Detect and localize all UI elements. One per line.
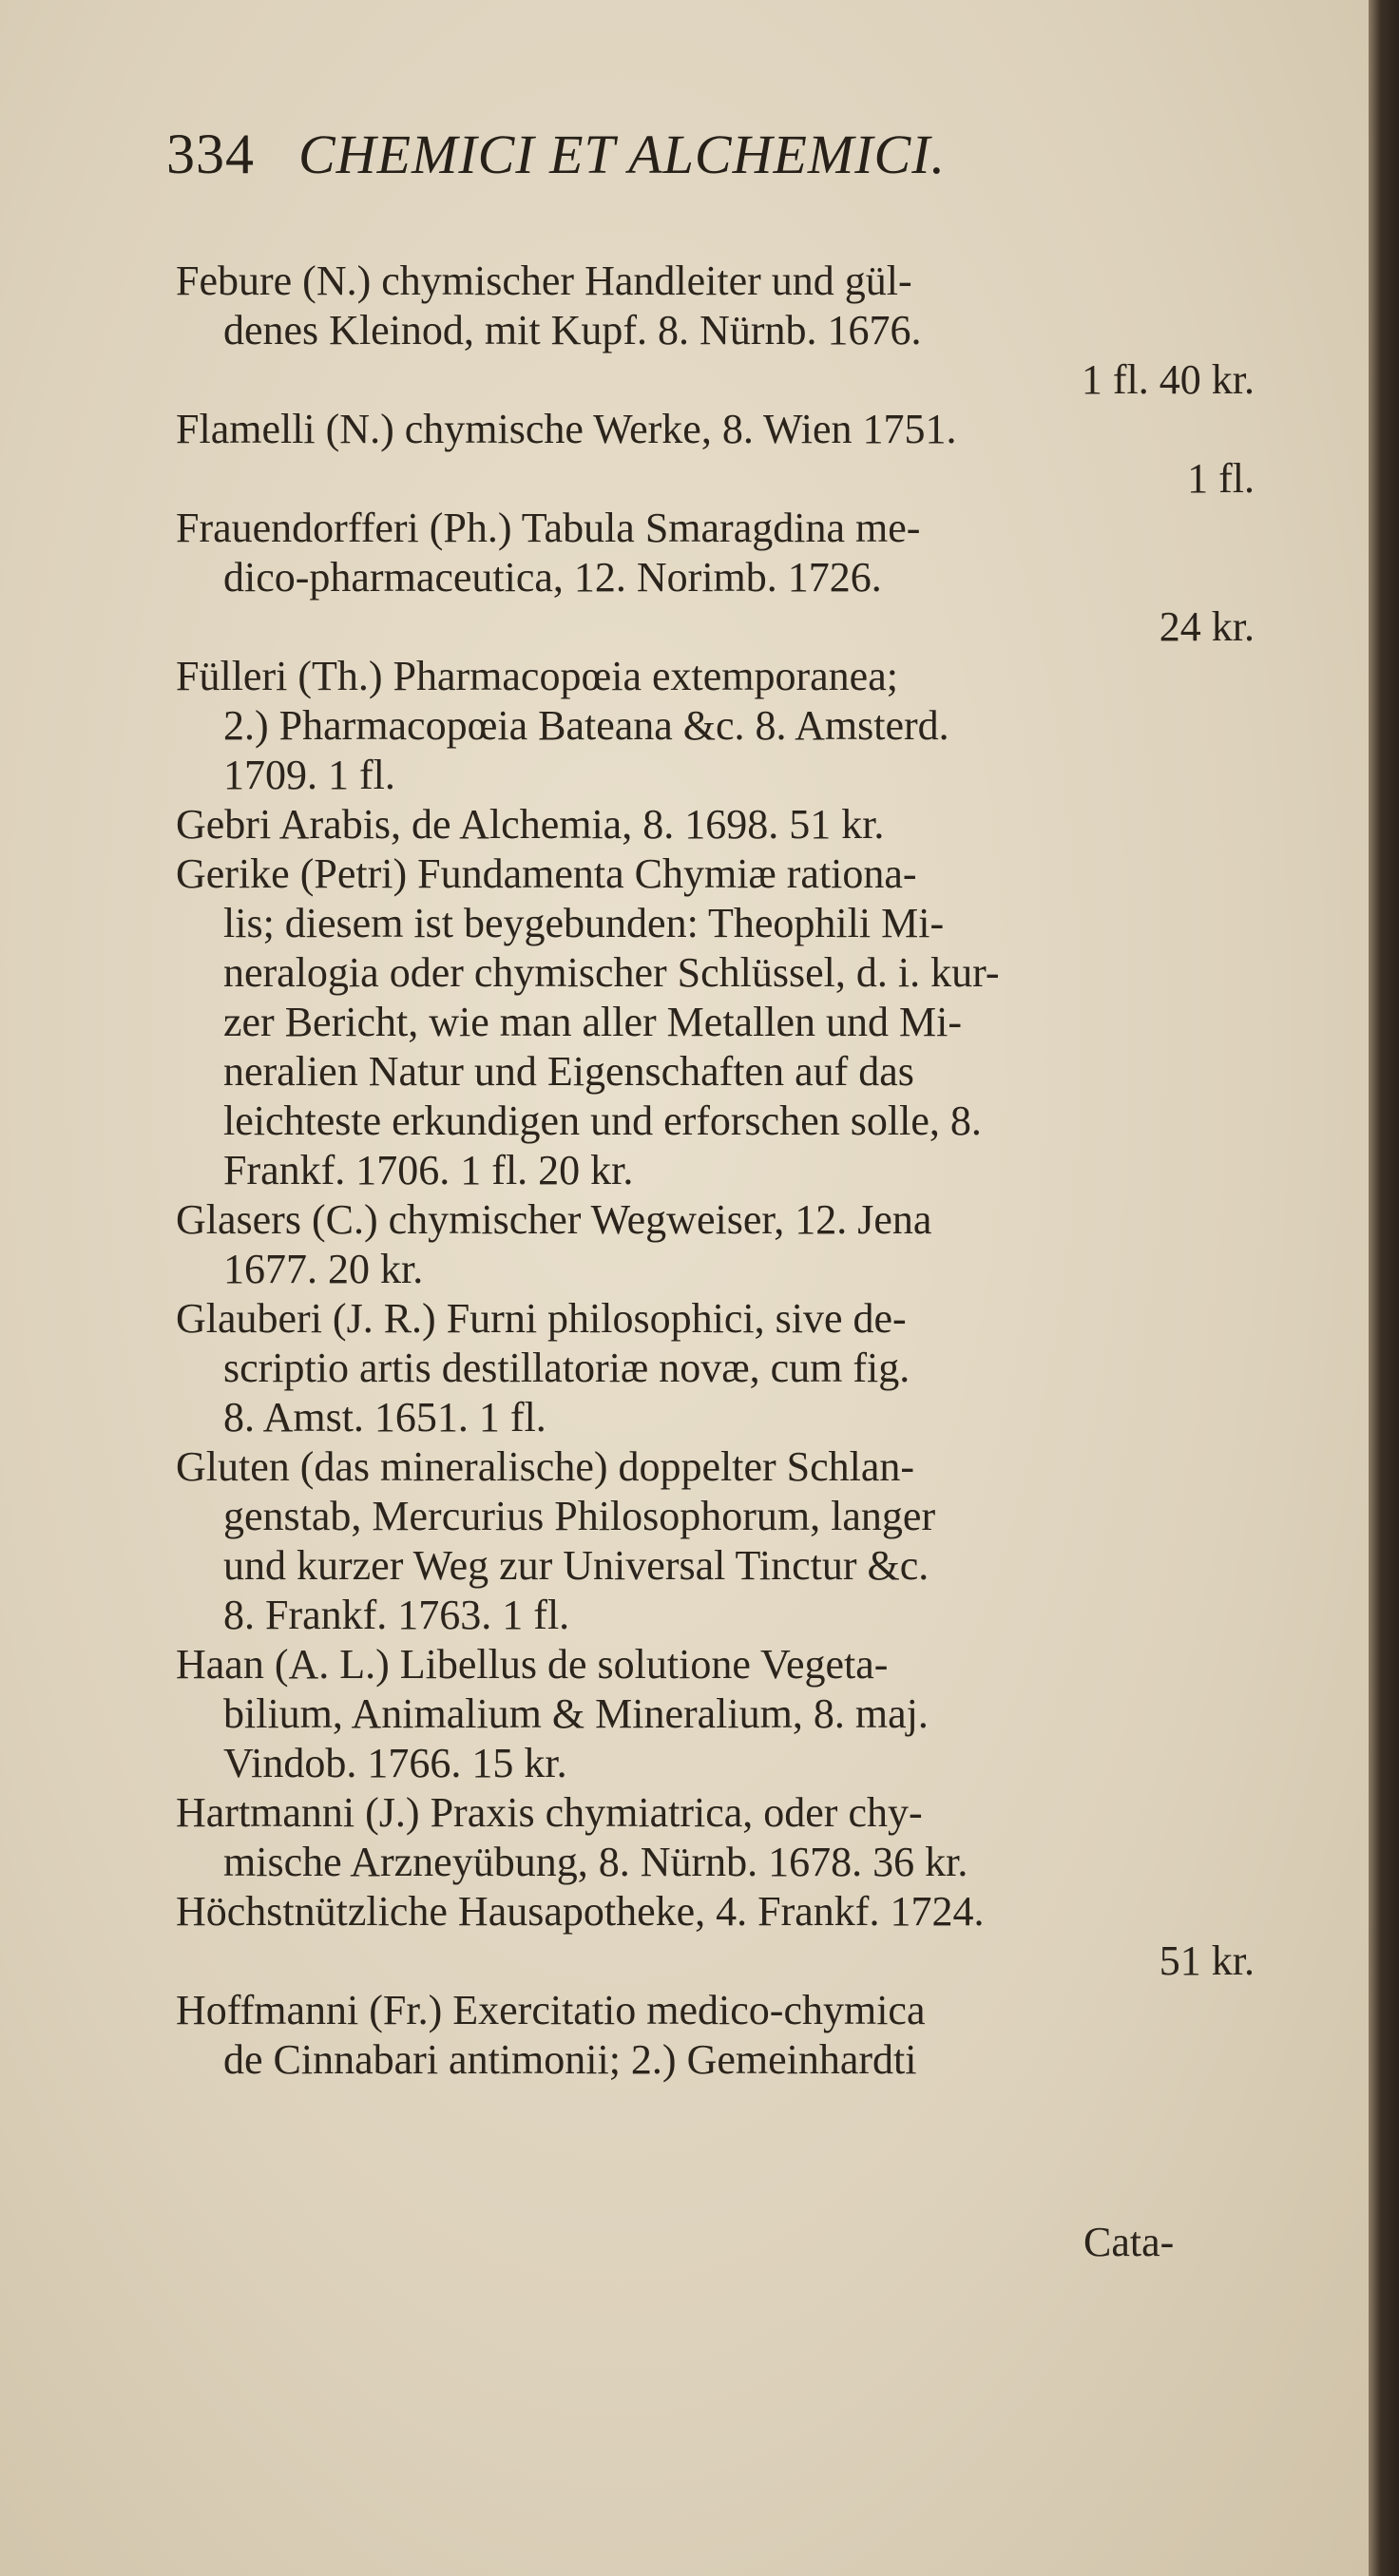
text-line: Hartmanni (J.) Praxis chymiatrica, oder chy-: [176, 1789, 923, 1836]
price-line: 24 kr.: [1159, 603, 1255, 650]
text-line: lis; diesem ist beygebunden: Theophili Mi-: [223, 900, 945, 946]
text-line: Gebri Arabis, de Alchemia, 8. 1698. 51 kr.: [176, 801, 885, 848]
price-line: 1 fl.: [1187, 455, 1255, 502]
text-line: mische Arzneyübung, 8. Nürnb. 1678. 36 kr.: [223, 1839, 968, 1885]
text-line: Haan (A. L.) Libellus de solutione Vegeta-: [176, 1641, 889, 1688]
text-line: Glauberi (J. R.) Furni philosophici, sive de-: [176, 1295, 907, 1342]
page-header: [166, 122, 1259, 187]
price-line: 51 kr.: [1159, 1937, 1255, 1984]
text-line: Glasers (C.) chymischer Wegweiser, 12. Jena: [176, 1196, 932, 1243]
text-line: leichteste erkundigen und erforschen solle, 8.: [223, 1097, 982, 1144]
text-line: Gerike (Petri) Fundamenta Chymiæ rationa-: [176, 850, 917, 897]
text-line: und kurzer Weg zur Universal Tinctur &c.: [223, 1542, 929, 1589]
text-line: Gluten (das mineralische) doppelter Schlan-: [176, 1443, 915, 1490]
text-line: denes Kleinod, mit Kupf. 8. Nürnb. 1676.: [223, 307, 922, 353]
text-line: 8. Frankf. 1763. 1 fl.: [223, 1592, 570, 1638]
text-line: Fülleri (Th.) Pharmacopœia extemporanea;: [176, 653, 898, 699]
text-line: scriptio artis destillatoriæ novæ, cum fig.: [223, 1345, 910, 1391]
catchword: Cata-: [1083, 2219, 1175, 2265]
running-head: CHEMICI ET ALCHEMICI.: [298, 124, 947, 185]
text-line: neralogia oder chymischer Schlüssel, d. i. kur-: [223, 949, 1000, 996]
text-line: dico-pharmaceutica, 12. Norimb. 1726.: [223, 554, 882, 601]
text-line: 8. Amst. 1651. 1 fl.: [223, 1394, 546, 1441]
text-line: de Cinnabari antimonii; 2.) Gemeinhardti: [223, 2036, 917, 2083]
text-line: 2.) Pharmacopœia Bateana &c. 8. Amsterd.: [223, 702, 949, 749]
text-line: Frauendorfferi (Ph.) Tabula Smaragdina me-: [176, 505, 921, 551]
page-number: 334: [166, 123, 255, 185]
text-line: Vindob. 1766. 15 kr.: [223, 1740, 567, 1786]
text-line: neralien Natur und Eigenschaften auf das: [223, 1048, 914, 1095]
text-line: zer Bericht, wie man aller Metallen und Mi-: [223, 999, 963, 1045]
text-line: Flamelli (N.) chymische Werke, 8. Wien 1751.: [176, 406, 957, 452]
text-line: 1677. 20 kr.: [223, 1246, 424, 1292]
text-line: Hoffmanni (Fr.) Exercitatio medico-chymica: [176, 1987, 926, 2033]
text-line: bilium, Animalium & Mineralium, 8. maj.: [223, 1690, 929, 1737]
book-edge: [1369, 0, 1399, 2576]
text-line: Frankf. 1706. 1 fl. 20 kr.: [223, 1147, 634, 1193]
text-line: genstab, Mercurius Philosophorum, langer: [223, 1493, 936, 1539]
catalogue-text: [176, 257, 1255, 2085]
text-line: Febure (N.) chymischer Handleiter und gül-: [176, 258, 912, 304]
text-line: Höchstnützliche Hausapotheke, 4. Frankf. 1724.: [176, 1888, 985, 1935]
price-line: 1 fl. 40 kr.: [1081, 356, 1255, 403]
text-line: 1709. 1 fl.: [223, 752, 395, 798]
